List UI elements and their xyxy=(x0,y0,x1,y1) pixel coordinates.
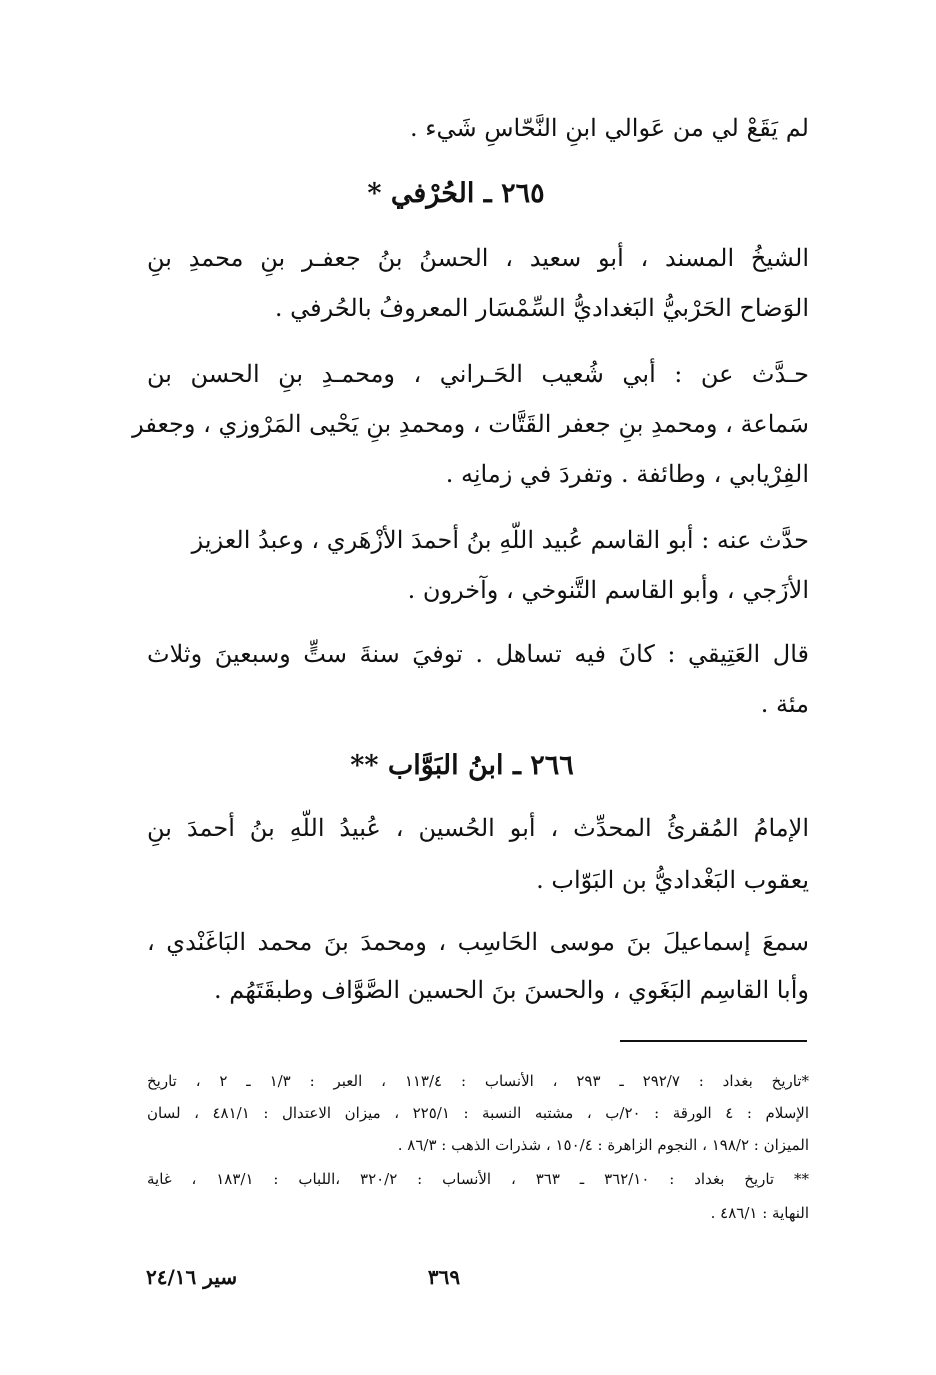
footnote-separator xyxy=(620,1040,807,1042)
footnote-1-line-1: *تاريخ بغداد : ٢٩٢/٧ ـ ٢٩٣ ، الأنساب : ١١٣/٤ ، العبر : ١/٣ ـ ٢ ، تاريخ xyxy=(147,1072,810,1090)
entry-265-teachers-line-1: حـدَّث عن : أبي شُعيب الحَـراني ، ومحمـدِ بنِ الحسن بن xyxy=(147,360,809,388)
entry-266-teachers-line-1: سمعَ إسماعيلَ بنَ موسى الحَاسِب ، ومحمدَ بنَ محمد البَاغَنْدي ، xyxy=(147,928,809,956)
entry-265-death-line-2: مئة . xyxy=(760,690,809,718)
page-number: ٣٦٩ xyxy=(427,1265,461,1289)
entry-265-teachers-line-2: سَماعة ، ومحمدِ بنِ جعفر القَتَّات ، ومحمدِ بنِ يَحْيى المَرْوزي ، وجعفر xyxy=(132,410,809,438)
entry-266-heading: ٢٦٦ ـ ابنُ البَوَّاب ** xyxy=(350,750,574,781)
entry-265-name-line-1: الشيخُ المسند ، أبو سعيد ، الحسنُ بنُ جعفـر بنِ محمدِ بنِ xyxy=(147,244,809,272)
entry-265-teachers-line-3: الفِرْيابي ، وطائفة . وتفردَ في زمانِه . xyxy=(445,460,809,488)
entry-266-teachers-line-2: وأبا القاسِم البَغَوي ، والحسنَ بنَ الحسين الصَّوَّاف وطبقَتَهُم . xyxy=(214,976,809,1004)
entry-265-students-line-1: حدَّث عنه : أبو القاسم عُبيد اللّهِ بنُ أحمدَ الأزْهَري ، وعبدُ العزيز xyxy=(191,526,809,554)
entry-265-heading: ٢٦٥ ـ الحُرْفي * xyxy=(367,178,545,209)
footnote-1-line-2: الإسلام : ٤ الورقة : ٢٠/ب ، مشتبه النسبة : ٢٢٥/١ ، ميزان الاعتدال : ٤٨١/١ ، لسان xyxy=(147,1104,809,1122)
entry-265-name-line-2: الوَضاح الحَرْبيُّ البَغداديُّ السِّمْسَار المعروفُ بالحُرفي . xyxy=(274,294,809,322)
entry-266-name-line-2: يعقوب البَغْداديُّ بن البَوّاب . xyxy=(536,866,809,894)
footnote-2-line-2: النهاية : ٤٨٦/١ . xyxy=(710,1204,809,1222)
footnote-1-line-3: الميزان : ١٩٨/٢ ، النجوم الزاهرة : ١٥٠/٤ ، شذرات الذهب : ٨٦/٣ . xyxy=(397,1136,809,1154)
entry-265-death-line-1: قال العَتِيقي : كانَ فيه تساهل . توفيَ سنةَ ستٍّ وسبعينَ وثلاث xyxy=(147,640,809,668)
footnote-2-line-1: ** تاريخ بغداد : ٣٦٢/١٠ ـ ٣٦٣ ، الأنساب : ٣٢٠/٢ ،اللباب : ١٨٣/١ ، غاية xyxy=(147,1170,809,1188)
signature-mark: سير ٢٤/١٦ xyxy=(146,1265,238,1289)
entry-265-students-line-2: الأزَجي ، وأبو القاسم التَّنوخي ، وآخرون . xyxy=(407,576,809,604)
intro-line: لم يَقَعْ لي من عَوالي ابنِ النَّحّاسِ شَيء . xyxy=(409,114,809,142)
entry-266-name-line-1: الإمامُ المُقرئُ المحدِّث ، أبو الحُسين ، عُبيدُ اللّهِ بنُ أحمدَ بنِ xyxy=(147,814,809,842)
